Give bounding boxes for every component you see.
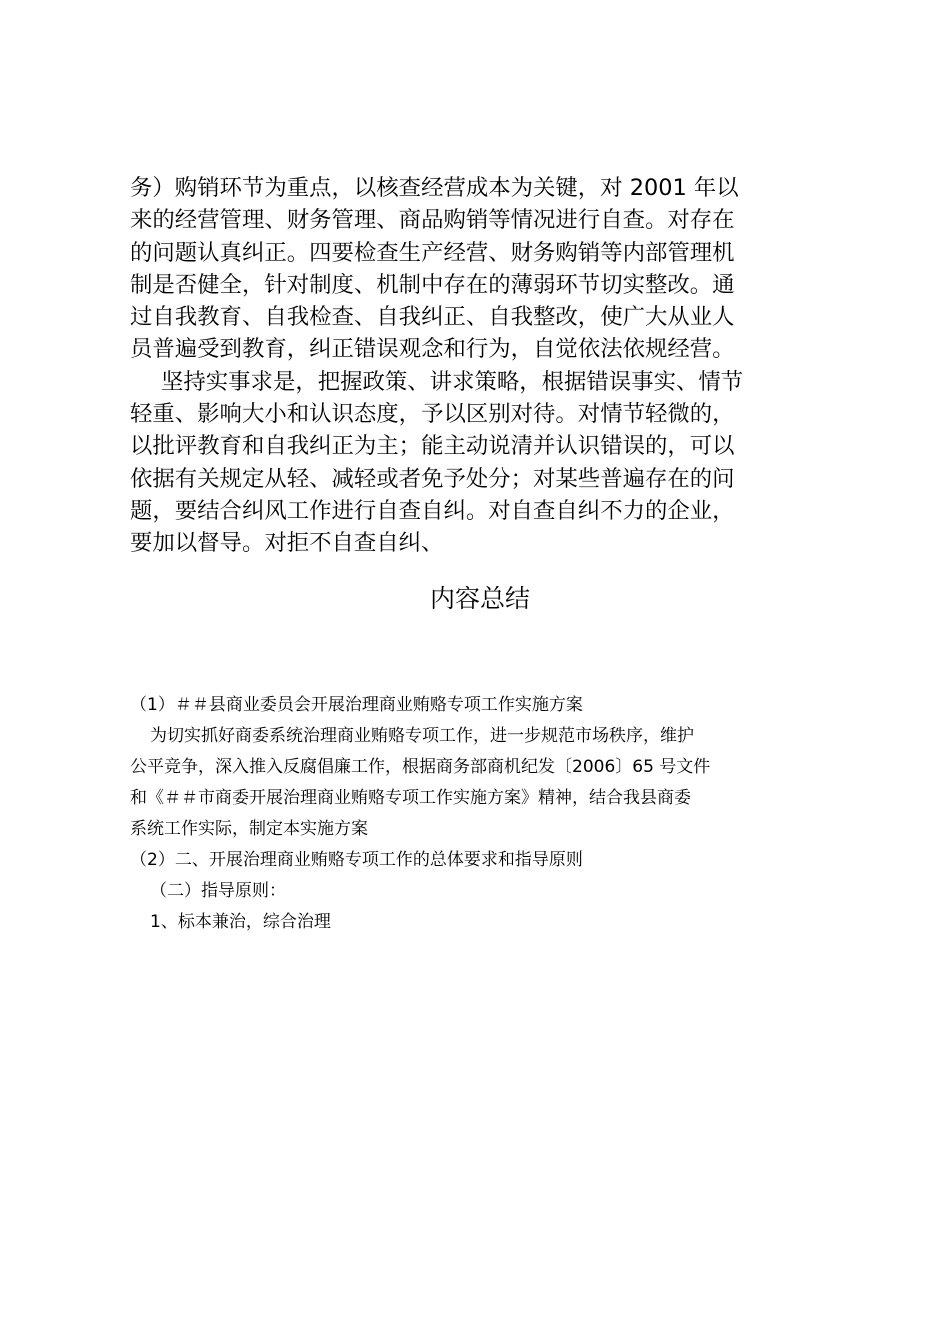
body-text xyxy=(130,172,830,560)
text-line: 题，要结合纠风工作进行自查自纠。对自查自纠不力的企业， xyxy=(130,497,735,524)
summary-item: （二）指导原则： xyxy=(150,881,286,901)
text-line: 坚持实事求是，把握政策、讲求策略，根据错误事实、情节 xyxy=(161,368,744,395)
text-line: 轻重、影响大小和认识态度，予以区别对待。对情节轻微的， xyxy=(130,401,735,428)
summary-item: （2）二、开展治理商业贿赂专项工作的总体要求和指导原则 xyxy=(130,850,583,870)
text-line: 员普遍受到教育，纠正错误观念和行为，自觉依法依规经营。 xyxy=(130,336,735,363)
summary-title: 内容总结 xyxy=(429,584,530,613)
paragraph-self-inspection xyxy=(130,172,830,366)
summary-item: 和《＃＃市商委开展治理商业贿赂专项工作实施方案》精神，结合我县商委 xyxy=(130,788,691,808)
text-line: 依据有关规定从轻、减轻或者免予处分；对某些普遍存在的问 xyxy=(130,465,735,492)
summary-item: （1）＃＃县商业委员会开展治理商业贿赂专项工作实施方案 xyxy=(130,695,583,715)
text-line: 过自我教育、自我检查、自我纠正、自我整改，使广大从业人 xyxy=(130,304,735,331)
text-line: 制是否健全，针对制度、机制中存在的薄弱环节切实整改。通 xyxy=(130,271,735,298)
summary-item: 公平竞争，深入推入反腐倡廉工作，根据商务部商机纪发〔2006〕65 号文件 xyxy=(130,757,711,777)
summary-section xyxy=(130,690,830,938)
text-line: 的问题认真纠正。四要检查生产经营、财务购销等内部管理机 xyxy=(130,239,735,266)
summary-item: 系统工作实际，制定本实施方案 xyxy=(130,819,368,839)
paragraph-seek-truth xyxy=(130,366,830,560)
text-line: 以批评教育和自我纠正为主；能主动说清并认识错误的，可以 xyxy=(130,433,735,460)
summary-item: 1、标本兼治，综合治理 xyxy=(150,912,331,932)
text-line: 要加以督导。对拒不自查自纠、 xyxy=(130,530,444,557)
summary-item: 为切实抓好商委系统治理商业贿赂专项工作，进一步规范市场秩序，维护 xyxy=(150,726,694,746)
text-line: 来的经营管理、财务管理、商品购销等情况进行自查。对存在 xyxy=(130,207,735,234)
text-line: 务）购销环节为重点，以核查经营成本为关键，对 2001 年以 xyxy=(130,175,739,201)
